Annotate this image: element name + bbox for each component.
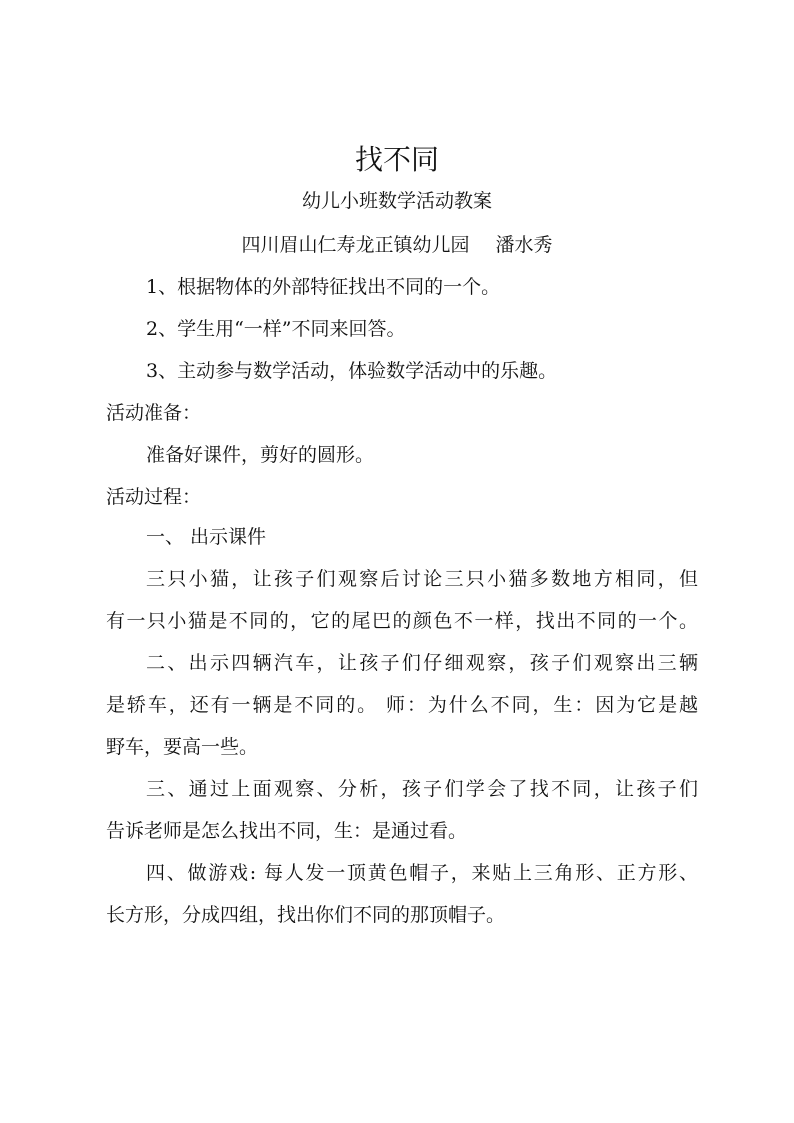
- step-3-paragraph-line-2: 告诉老师是怎么找出不同，生：是通过看。: [106, 820, 468, 842]
- step-2-paragraph-line-3: 野车，要高一些。: [106, 736, 259, 758]
- step-4-paragraph-line-1: 四、做游戏: 每人发一顶黄色帽子，来贴上三角形、正方形、: [146, 862, 698, 884]
- step-2-paragraph-line-2: 是轿车，还有一辆是不同的。 师：为什么不同，生：因为它是越: [106, 694, 698, 716]
- prep-heading: 活动准备：: [106, 402, 202, 424]
- step-4-paragraph-line-2: 长方形，分成四组，找出你们不同的那顶帽子。: [106, 904, 506, 926]
- goal-item-1: 1、根据物体的外部特征找出不同的一个。: [146, 276, 501, 298]
- step-2-paragraph-line-1: 二、出示四辆汽车，让孩子们仔细观察，孩子们观察出三辆: [146, 652, 698, 674]
- goal-item-3: 3、主动参与数学活动，体验数学活动中的乐趣。: [146, 360, 558, 382]
- step-3-paragraph-line-1: 三、通过上面观察、分析，孩子们学会了找不同，让孩子们: [146, 778, 698, 800]
- document-title: 找不同: [354, 143, 439, 176]
- author-name: 潘水秀: [495, 234, 553, 256]
- process-heading: 活动过程：: [106, 486, 202, 508]
- prep-text: 准备好课件，剪好的圆形。: [146, 444, 375, 466]
- step-1-paragraph-line-1: 三只小猫，让孩子们观察后讨论三只小猫多数地方相同，但: [146, 568, 698, 590]
- document-author: [0, 232, 794, 258]
- document-subtitle: 幼儿小班数学活动教案: [301, 190, 492, 212]
- goal-item-2: 2、学生用“一样”不同来回答。: [146, 318, 406, 340]
- step-1-heading: 一、 出示课件: [146, 526, 267, 548]
- step-1-paragraph-line-2: 有一只小猫是不同的，它的尾巴的颜色不一样，找出不同的一个。: [106, 610, 698, 632]
- author-organization: 四川眉山仁寿龙正镇幼儿园: [241, 234, 470, 256]
